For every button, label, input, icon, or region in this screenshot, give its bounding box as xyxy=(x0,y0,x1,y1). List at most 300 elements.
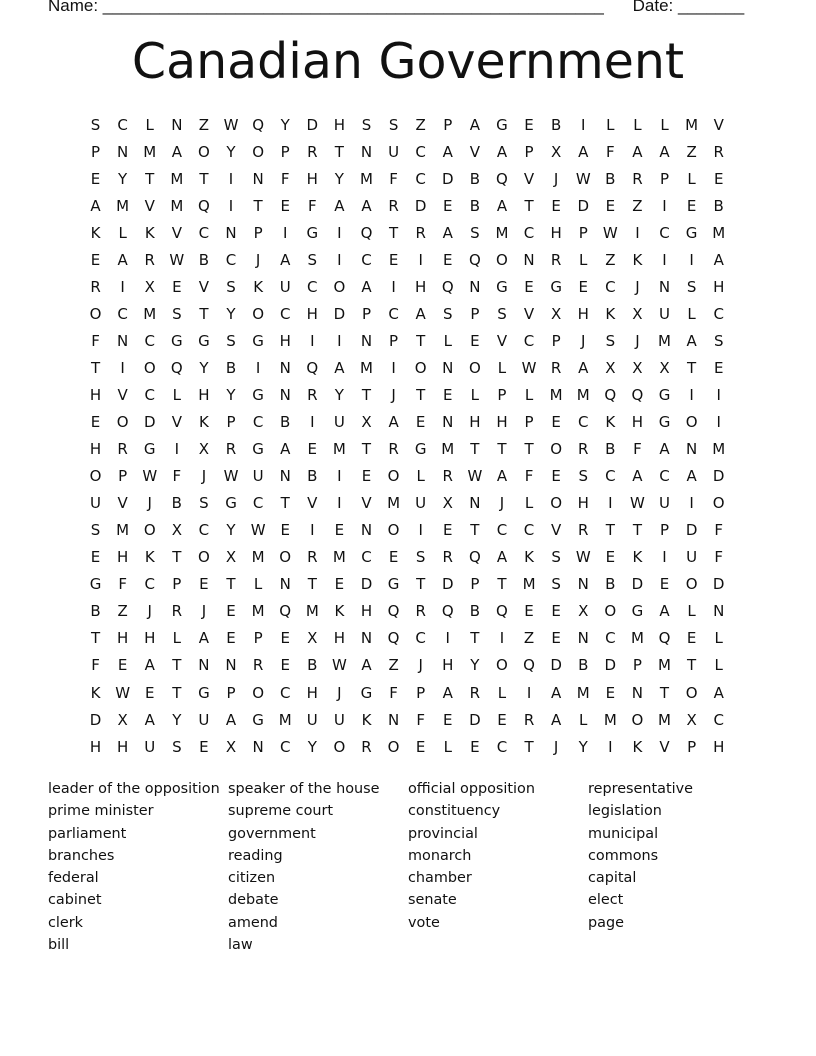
grid-letter: V xyxy=(117,385,128,404)
grid-row xyxy=(82,219,742,246)
grid-letter: F xyxy=(280,169,290,188)
grid-letter: L xyxy=(687,169,696,188)
grid-letter: J xyxy=(147,494,152,513)
grid-letter: T xyxy=(470,521,480,540)
grid-letter: X xyxy=(632,358,643,377)
grid-letter: S xyxy=(578,467,588,486)
grid-letter: T xyxy=(145,169,155,188)
word-list-item: legislation xyxy=(588,803,662,820)
grid-letter: K xyxy=(199,413,209,432)
grid-letter: F xyxy=(714,548,724,567)
grid-letter: Z xyxy=(605,250,616,269)
grid-letter: X xyxy=(171,521,182,540)
grid-letter: E xyxy=(470,331,480,350)
grid-letter: Q xyxy=(252,115,265,134)
grid-letter: I xyxy=(418,521,423,540)
grid-letter: K xyxy=(605,304,616,323)
grid-letter: H xyxy=(360,602,373,621)
grid-letter: C xyxy=(415,629,426,648)
grid-letter: S xyxy=(361,115,372,134)
grid-letter: C xyxy=(605,629,616,648)
grid-letter: M xyxy=(630,629,644,648)
grid-letter: O xyxy=(333,737,346,756)
grid-letter: N xyxy=(685,440,698,459)
grid-letter: A xyxy=(144,656,155,675)
word-list-item: branches xyxy=(48,847,115,864)
grid-letter: E xyxy=(415,737,426,756)
grid-letter: R xyxy=(171,602,183,621)
grid-letter: M xyxy=(116,521,130,540)
grid-letter: O xyxy=(387,521,400,540)
grid-letter: N xyxy=(469,494,481,513)
grid-letter: P xyxy=(578,223,588,242)
word-list-item: amend xyxy=(228,914,278,931)
grid-row xyxy=(82,598,742,625)
grid-letter: B xyxy=(578,656,589,675)
grid-letter: B xyxy=(469,169,480,188)
grid-letter: I xyxy=(499,629,505,648)
grid-letter: D xyxy=(550,656,562,675)
grid-letter: O xyxy=(252,683,265,702)
grid-letter: U xyxy=(659,304,670,323)
grid-letter: C xyxy=(577,413,589,432)
grid-letter: M xyxy=(360,169,373,188)
grid-letter: B xyxy=(469,196,480,215)
grid-letter: T xyxy=(199,169,209,188)
grid-letter: L xyxy=(579,710,588,729)
grid-letter: G xyxy=(414,440,427,459)
grid-letter: X xyxy=(361,413,372,432)
grid-letter: G xyxy=(252,710,264,729)
grid-letter: E xyxy=(90,413,101,432)
grid-letter: E xyxy=(713,169,724,188)
grid-row xyxy=(82,138,742,165)
grid-letter: F xyxy=(606,142,615,161)
grid-letter: B xyxy=(713,196,724,215)
grid-letter: E xyxy=(90,548,101,567)
grid-letter: K xyxy=(253,277,264,296)
grid-letter: S xyxy=(497,304,507,323)
grid-row xyxy=(82,463,742,490)
grid-letter: O xyxy=(631,710,644,729)
grid-letter: F xyxy=(118,575,127,594)
grid-letter: E xyxy=(443,521,453,540)
grid-letter: H xyxy=(279,331,291,350)
grid-letter: E xyxy=(388,548,399,567)
grid-letter: E xyxy=(524,277,534,296)
grid-letter: N xyxy=(631,683,644,702)
grid-letter: X xyxy=(144,277,155,296)
grid-letter: M xyxy=(251,602,265,621)
grid-letter: I xyxy=(418,250,423,269)
grid-letter: P xyxy=(172,575,182,594)
grid-letter: K xyxy=(632,548,643,567)
grid-letter: H xyxy=(89,440,102,459)
grid-row xyxy=(82,490,742,517)
grid-letter: O xyxy=(712,494,725,513)
grid-letter: T xyxy=(226,575,236,594)
grid-letter: E xyxy=(361,467,372,486)
grid-letter: I xyxy=(526,683,532,702)
grid-letter: X xyxy=(686,710,697,729)
grid-letter: I xyxy=(228,169,234,188)
grid-letter: M xyxy=(387,494,401,513)
grid-letter: A xyxy=(659,142,670,161)
grid-letter: T xyxy=(605,521,615,540)
grid-letter: S xyxy=(307,250,318,269)
grid-letter: N xyxy=(171,115,183,134)
grid-letter: N xyxy=(279,575,291,594)
grid-letter: R xyxy=(469,683,481,702)
grid-letter: L xyxy=(253,575,263,594)
grid-letter: Q xyxy=(279,602,292,621)
grid-letter: C xyxy=(361,250,372,269)
grid-letter: E xyxy=(280,521,290,540)
grid-letter: N xyxy=(279,358,291,377)
word-list-item: cabinet xyxy=(48,892,102,909)
grid-letter: S xyxy=(226,277,236,296)
grid-letter: G xyxy=(143,440,156,459)
grid-letter: T xyxy=(199,304,209,323)
grid-letter: B xyxy=(198,250,210,269)
grid-letter: O xyxy=(685,413,698,432)
grid-letter: M xyxy=(495,223,509,242)
grid-letter: A xyxy=(415,304,426,323)
grid-letter: P xyxy=(551,331,561,350)
grid-letter: A xyxy=(551,683,562,702)
grid-letter: E xyxy=(443,250,453,269)
grid-letter: T xyxy=(497,575,507,594)
word-list-item: supreme court xyxy=(228,803,334,820)
grid-letter: H xyxy=(577,304,589,323)
grid-letter: A xyxy=(578,142,589,161)
grid-letter: T xyxy=(361,385,372,404)
word-list-item: reading xyxy=(228,847,283,864)
grid-letter: H xyxy=(117,737,129,756)
grid-letter: O xyxy=(89,304,102,323)
grid-letter: H xyxy=(117,629,129,648)
grid-letter: A xyxy=(496,142,508,161)
grid-letter: L xyxy=(579,250,588,269)
grid-letter: M xyxy=(170,196,184,215)
grid-letter: L xyxy=(633,115,642,134)
grid-letter: G xyxy=(171,331,183,350)
grid-letter: A xyxy=(225,710,237,729)
grid-letter: E xyxy=(551,413,561,432)
grid-letter: H xyxy=(415,277,427,296)
grid-row xyxy=(82,246,742,273)
grid-letter: I xyxy=(716,385,721,404)
grid-letter: E xyxy=(90,250,101,269)
grid-letter: H xyxy=(469,413,481,432)
grid-letter: K xyxy=(144,223,155,242)
grid-letter: J xyxy=(581,331,586,350)
grid-letter: W xyxy=(169,250,185,269)
grid-letter: P xyxy=(470,304,480,323)
grid-letter: A xyxy=(632,142,643,161)
grid-letter: R xyxy=(117,440,128,459)
grid-letter: O xyxy=(143,358,156,377)
grid-letter: O xyxy=(89,467,102,486)
grid-letter: G xyxy=(631,602,644,621)
grid-letter: M xyxy=(549,385,563,404)
grid-letter: T xyxy=(524,196,534,215)
grid-letter: E xyxy=(280,196,290,215)
grid-letter: D xyxy=(89,710,102,729)
word-list-item: representative xyxy=(588,781,693,797)
grid-letter: R xyxy=(442,467,453,486)
grid-letter: J xyxy=(255,250,261,269)
grid-letter: P xyxy=(443,115,453,134)
grid-letter: T xyxy=(632,521,642,540)
grid-letter: V xyxy=(171,223,182,242)
grid-letter: C xyxy=(307,277,318,296)
grid-letter: M xyxy=(332,548,346,567)
grid-letter: P xyxy=(470,575,480,594)
grid-letter: N xyxy=(577,629,589,648)
grid-letter: A xyxy=(388,413,399,432)
grid-row xyxy=(82,544,742,571)
grid-letter: S xyxy=(172,737,182,756)
grid-letter: J xyxy=(635,331,640,350)
grid-letter: G xyxy=(685,223,698,242)
grid-letter: D xyxy=(414,196,427,215)
grid-letter: C xyxy=(523,521,535,540)
grid-letter: C xyxy=(388,304,399,323)
grid-letter: I xyxy=(662,196,667,215)
grid-letter: L xyxy=(443,737,452,756)
grid-letter: C xyxy=(252,494,264,513)
grid-letter: Z xyxy=(117,602,128,621)
grid-letter: T xyxy=(388,223,399,242)
grid-letter: F xyxy=(91,331,100,350)
grid-letter: E xyxy=(713,358,724,377)
grid-letter: Q xyxy=(658,629,671,648)
grid-letter: J xyxy=(391,385,396,404)
word-list-item: bill xyxy=(48,937,70,954)
grid-letter: E xyxy=(280,629,290,648)
grid-letter: W xyxy=(602,223,618,242)
grid-letter: G xyxy=(252,440,264,459)
grid-letter: H xyxy=(631,413,644,432)
grid-letter: N xyxy=(360,142,373,161)
grid-letter: M xyxy=(522,575,536,594)
grid-letter: Z xyxy=(198,115,210,134)
grid-letter: R xyxy=(578,440,589,459)
grid-letter: I xyxy=(689,385,694,404)
grid-letter: O xyxy=(496,250,508,269)
grid-letter: E xyxy=(334,521,345,540)
grid-letter: M xyxy=(251,548,265,567)
grid-letter: S xyxy=(605,331,616,350)
grid-letter: N xyxy=(360,521,373,540)
grid-letter: I xyxy=(337,223,342,242)
grid-letter: D xyxy=(360,575,373,594)
grid-letter: B xyxy=(469,602,480,621)
grid-letter: O xyxy=(414,358,427,377)
grid-letter: I xyxy=(337,331,342,350)
grid-letter: I xyxy=(310,413,315,432)
grid-letter: A xyxy=(361,656,372,675)
grid-letter: K xyxy=(632,250,643,269)
grid-letter: E xyxy=(551,629,561,648)
grid-letter: N xyxy=(658,277,671,296)
grid-letter: F xyxy=(714,521,724,540)
grid-row xyxy=(82,111,742,138)
grid-row xyxy=(82,733,742,760)
grid-letter: P xyxy=(632,656,642,675)
grid-letter: M xyxy=(170,169,184,188)
grid-letter: H xyxy=(713,277,725,296)
grid-letter: I xyxy=(310,521,315,540)
grid-letter: Q xyxy=(468,250,481,269)
grid-letter: H xyxy=(306,683,318,702)
grid-letter: L xyxy=(497,358,507,377)
grid-letter: A xyxy=(117,250,128,269)
grid-letter: L xyxy=(118,223,127,242)
grid-letter: U xyxy=(198,710,210,729)
word-list-item: prime minister xyxy=(48,803,154,820)
grid-letter: V xyxy=(551,521,562,540)
grid-letter: B xyxy=(550,115,562,134)
grid-letter: A xyxy=(713,683,724,702)
grid-row xyxy=(82,517,742,544)
grid-letter: H xyxy=(333,629,346,648)
grid-letter: R xyxy=(388,196,399,215)
grid-letter: L xyxy=(497,683,507,702)
grid-letter: X xyxy=(198,440,210,459)
grid-letter: K xyxy=(632,737,643,756)
grid-letter: W xyxy=(115,683,131,702)
grid-letter: A xyxy=(361,277,372,296)
grid-letter: Q xyxy=(387,629,400,648)
grid-letter: T xyxy=(253,196,263,215)
grid-letter: Q xyxy=(198,196,210,215)
grid-letter: T xyxy=(470,629,480,648)
grid-letter: A xyxy=(686,467,697,486)
grid-letter: D xyxy=(631,575,644,594)
grid-letter: S xyxy=(551,575,561,594)
grid-letter: U xyxy=(686,548,698,567)
grid-letter: D xyxy=(333,304,346,323)
grid-letter: E xyxy=(172,277,182,296)
grid-letter: R xyxy=(144,250,155,269)
grid-letter: C xyxy=(117,115,128,134)
grid-letter: Q xyxy=(441,602,454,621)
grid-letter: R xyxy=(632,169,643,188)
grid-row xyxy=(82,300,742,327)
grid-letter: X xyxy=(605,358,616,377)
grid-letter: Y xyxy=(226,521,236,540)
grid-letter: C xyxy=(252,413,264,432)
grid-letter: P xyxy=(659,169,670,188)
grid-letter: U xyxy=(659,494,670,513)
grid-letter: Y xyxy=(199,358,209,377)
word-list-item: page xyxy=(588,914,624,931)
grid-letter: G xyxy=(225,494,237,513)
grid-letter: I xyxy=(337,467,342,486)
grid-letter: X xyxy=(578,602,589,621)
grid-letter: J xyxy=(553,737,559,756)
grid-letter: D xyxy=(441,575,454,594)
grid-letter: I xyxy=(310,331,315,350)
grid-letter: K xyxy=(334,602,345,621)
grid-letter: M xyxy=(305,602,319,621)
grid-letter: L xyxy=(145,115,154,134)
grid-letter: E xyxy=(334,575,345,594)
grid-letter: E xyxy=(117,656,128,675)
grid-letter: C xyxy=(523,331,535,350)
grid-letter: B xyxy=(307,467,318,486)
grid-letter: J xyxy=(147,602,152,621)
grid-letter: Q xyxy=(496,602,508,621)
word-list-item: municipal xyxy=(588,825,659,842)
grid-letter: F xyxy=(633,440,642,459)
grid-letter: E xyxy=(551,602,561,621)
grid-letter: A xyxy=(551,710,562,729)
grid-letter: T xyxy=(334,142,344,161)
grid-letter: E xyxy=(199,737,209,756)
word-column xyxy=(408,778,588,934)
grid-letter: C xyxy=(496,737,508,756)
grid-letter: T xyxy=(524,737,534,756)
grid-letter: O xyxy=(252,304,265,323)
grid-letter: M xyxy=(658,656,671,675)
word-list-item: federal xyxy=(48,870,99,887)
grid-letter: J xyxy=(337,683,342,702)
grid-letter: L xyxy=(172,629,181,648)
grid-letter: I xyxy=(282,223,288,242)
grid-row xyxy=(82,652,742,679)
grid-letter: T xyxy=(659,683,670,702)
word-list-item: official opposition xyxy=(408,781,535,797)
grid-letter: I xyxy=(337,494,342,513)
grid-letter: A xyxy=(496,467,508,486)
grid-letter: U xyxy=(415,494,427,513)
grid-row xyxy=(82,679,742,706)
grid-letter: T xyxy=(172,548,182,567)
grid-letter: G xyxy=(496,115,508,134)
grid-letter: R xyxy=(388,440,399,459)
word-list-item: government xyxy=(228,825,316,842)
grid-letter: K xyxy=(605,413,616,432)
grid-letter: V xyxy=(198,277,210,296)
grid-letter: E xyxy=(90,169,101,188)
grid-letter: E xyxy=(226,602,236,621)
grid-letter: E xyxy=(524,602,534,621)
grid-letter: D xyxy=(441,169,454,188)
grid-letter: C xyxy=(361,548,372,567)
grid-letter: A xyxy=(361,196,372,215)
grid-letter: H xyxy=(117,548,129,567)
word-list-item: leader of the opposition xyxy=(48,781,220,797)
grid-letter: C xyxy=(415,142,426,161)
grid-letter: T xyxy=(416,331,426,350)
grid-letter: W xyxy=(142,467,158,486)
word-list-item: debate xyxy=(228,892,279,909)
grid-letter: H xyxy=(89,737,102,756)
grid-letter: C xyxy=(496,521,508,540)
grid-letter: P xyxy=(253,629,263,648)
grid-letter: R xyxy=(415,602,426,621)
grid-letter: M xyxy=(685,115,699,134)
name-field-label: Name: _____________________________________________________ xyxy=(48,0,604,15)
word-list-item: vote xyxy=(408,914,440,931)
letter-grid xyxy=(82,111,742,760)
grid-letter: Q xyxy=(360,223,373,242)
grid-letter: U xyxy=(388,142,400,161)
grid-letter: Z xyxy=(388,656,399,675)
